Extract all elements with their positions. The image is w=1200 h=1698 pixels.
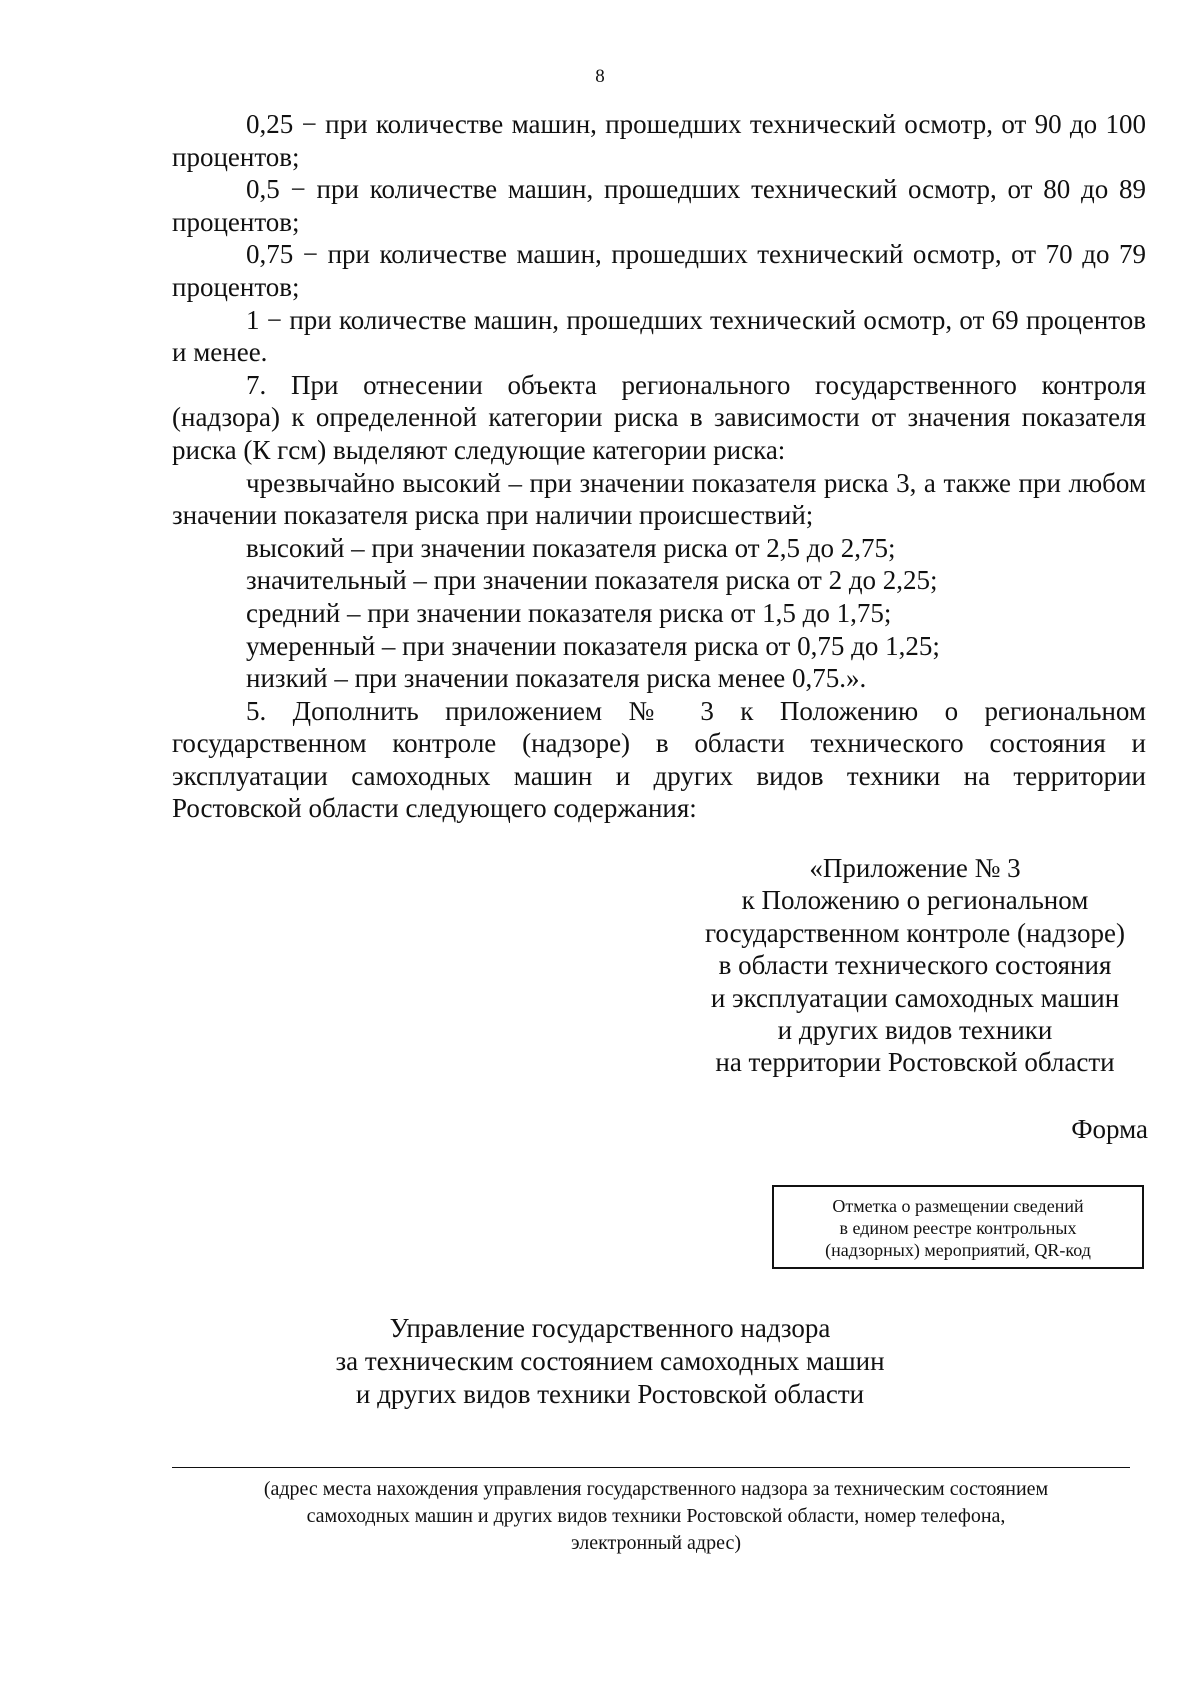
attachment-line: и других видов техники (777, 1015, 1053, 1046)
paragraph-coefficient-025: 0,25 − при количестве машин, прошедших технический осмотр, от 90 до 100 процентов; (172, 109, 1146, 172)
attachment-line: «Приложение № 3 (809, 853, 1021, 883)
risk-category-medium: средний – при значении показателя риска от 1,5 до 1,75; (246, 597, 892, 628)
registry-box-line: (надзорных) мероприятий, QR-код (825, 1240, 1091, 1260)
agency-title-line: и других видов техники Ростовской области (355, 1379, 865, 1409)
attachment-line: в области технического состояния (718, 950, 1112, 981)
registry-mark-box (772, 1185, 1144, 1269)
document-body (172, 108, 1146, 825)
attachment-heading (680, 852, 1150, 1079)
risk-category-high: высокий – при значении показателя риска от 2,5 до 2,75; (246, 532, 896, 563)
risk-category-moderate: умеренный – при значении показателя риска от 0,75 до 1,25; (246, 630, 940, 661)
risk-category-significant: значительный – при значении показателя риска от 2 до 2,25; (246, 565, 938, 596)
address-caption-line: электронный адрес) (570, 1532, 742, 1554)
risk-category-extremely-high: чрезвычайно высокий – при значении показателя риска 3, а также при любом значении показателя риска при наличии происшествий; (172, 467, 1146, 531)
paragraph-coefficient-1: 1 − при количестве машин, прошедших технический осмотр, от 69 процентов и менее. (172, 304, 1146, 368)
address-caption-line: (адрес места нахождения управления государственного надзора за техническим состоянием (263, 1478, 1049, 1500)
paragraph-coefficient-075: 0,75 − при количестве машин, прошедших технический осмотр, от 70 до 79 процентов; (172, 239, 1146, 302)
agency-title-line: за техническим состоянием самоходных машин (335, 1346, 885, 1376)
page-number: 8 (595, 66, 605, 87)
registry-box-line: Отметка о размещении сведений (832, 1196, 1084, 1216)
address-caption (172, 1476, 1140, 1557)
risk-category-low: низкий – при значении показателя риска менее 0,75.». (246, 663, 867, 694)
address-caption-line: самоходных машин и других видов техники Ростовской области, номер телефона, (306, 1505, 1006, 1527)
registry-box-line: в едином реестре контрольных (839, 1218, 1077, 1238)
attachment-line: государственном контроле (надзоре) (705, 917, 1125, 948)
attachment-line: на территории Ростовской области (715, 1047, 1115, 1078)
paragraph-clause-7: 7. При отнесении объекта регионального государственного контроля (надзора) к определенной категории риска в зависимости от значения показателя риска (К гсм) выделяют следующие категории риска: (172, 369, 1146, 465)
address-underline (172, 1467, 1130, 1468)
form-label: Форма (1071, 1114, 1148, 1144)
agency-title-line: Управление государственного надзора (389, 1313, 831, 1343)
paragraph-coefficient-05: 0,5 − при количестве машин, прошедших технический осмотр, от 80 до 89 процентов; (172, 174, 1146, 237)
agency-title (300, 1312, 920, 1411)
attachment-line: и эксплуатации самоходных машин (710, 982, 1120, 1013)
attachment-line: к Положению о региональном (741, 885, 1089, 916)
paragraph-clause-5: 5. Дополнить приложением № 3 к Положению о региональном государственном контроле (надзоре) в области технического состояния и эксплуатации самоходных машин и других видов техники на территории Ростовской области следующего содержания: (172, 695, 1146, 824)
